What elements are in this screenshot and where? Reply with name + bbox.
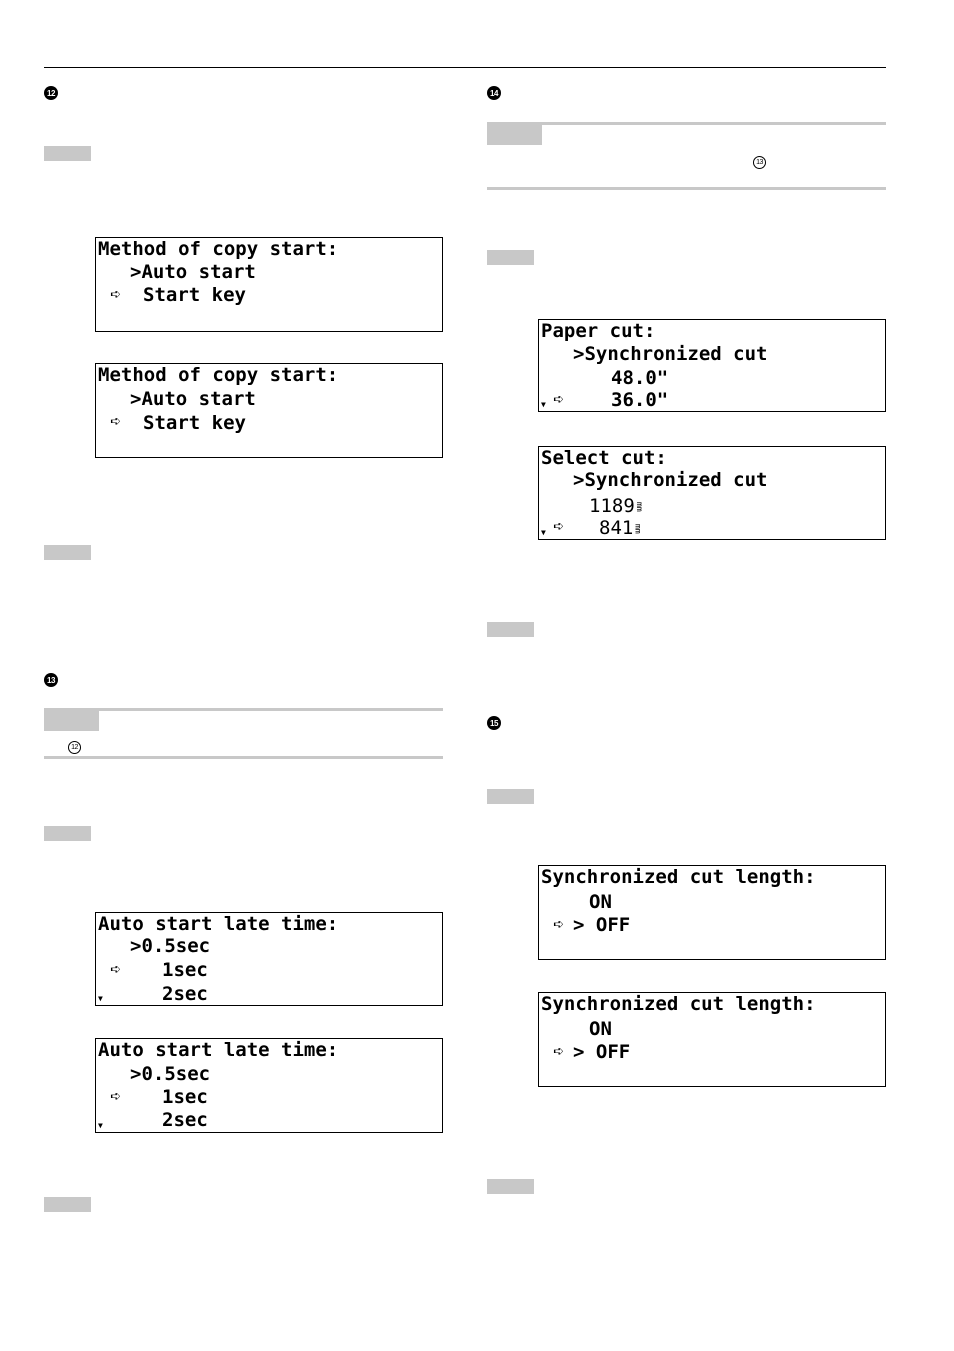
lcd-synchronized-cut-length-1 (538, 865, 886, 960)
lcd-option-start-key: Start key (143, 284, 246, 306)
unit-label: mm (633, 523, 643, 534)
note-tab (44, 146, 91, 161)
step-13-marker: 13 (44, 673, 58, 687)
lcd-option-2sec: 2sec (162, 1109, 208, 1131)
selection-arrow-icon: ➪ (553, 1041, 564, 1062)
note-tab (44, 708, 99, 731)
lcd-title: Select cut: (541, 447, 667, 469)
lcd-option-auto-start: >Auto start (130, 261, 256, 283)
step-12-marker: 12 (44, 86, 58, 100)
note-tab (487, 122, 542, 145)
lcd-option-auto-start: >Auto start (130, 388, 256, 410)
note-tab (44, 826, 91, 841)
note-tab (487, 1179, 534, 1194)
ref-12-marker: 12 (68, 741, 81, 754)
selection-arrow-icon: ➪ (553, 516, 564, 537)
lcd-option-start-key: Start key (143, 412, 246, 434)
selection-arrow-icon: ➪ (553, 914, 564, 935)
lcd-title: Synchronized cut length: (541, 993, 816, 1015)
note-tab (487, 789, 534, 804)
lcd-method-copy-start-2 (95, 363, 443, 458)
selection-arrow-icon: ➪ (110, 284, 121, 305)
note-tab (487, 622, 534, 637)
lcd-option-0-5sec: >0.5sec (130, 935, 211, 957)
lcd-title: Method of copy start: (98, 238, 339, 260)
lcd-option-1189: 1189mm (589, 495, 644, 517)
lcd-option-2sec: 2sec (162, 983, 208, 1005)
header-rule (44, 67, 886, 68)
selection-arrow-icon: ➪ (553, 389, 564, 410)
note-rule-bottom (487, 187, 886, 190)
lcd-auto-start-late-time-1 (95, 912, 443, 1006)
note-rule-top (487, 122, 886, 125)
lcd-synchronized-cut-length-2 (538, 992, 886, 1087)
scroll-down-icon: ▼ (541, 400, 546, 409)
ref-13-marker: 13 (753, 156, 766, 169)
lcd-option-synchronized-cut: >Synchronized cut (573, 343, 768, 365)
lcd-option-36: 36.0" (611, 389, 669, 411)
step-15-marker: 15 (487, 716, 501, 730)
lcd-option-841: 841mm (599, 517, 643, 539)
lcd-select-cut (538, 446, 886, 540)
lcd-title: Paper cut: (541, 320, 656, 342)
scroll-down-icon: ▼ (541, 528, 546, 537)
lcd-title: Synchronized cut length: (541, 866, 816, 888)
lcd-option-1sec: 1sec (162, 959, 208, 981)
step-14-marker: 14 (487, 86, 501, 100)
lcd-auto-start-late-time-2 (95, 1038, 443, 1133)
lcd-title: Auto start late time: (98, 1039, 339, 1061)
lcd-option-0-5sec: >0.5sec (130, 1063, 211, 1085)
lcd-option-48: 48.0" (611, 367, 669, 389)
selection-arrow-icon: ➪ (110, 959, 121, 980)
lcd-option-off: > OFF (573, 914, 631, 936)
selection-arrow-icon: ➪ (110, 411, 121, 432)
note-tab (487, 250, 534, 265)
scroll-down-icon: ▼ (98, 1121, 103, 1130)
selection-arrow-icon: ➪ (110, 1086, 121, 1107)
lcd-option-on: ON (589, 1018, 612, 1040)
lcd-paper-cut (538, 319, 886, 412)
lcd-option-1sec: 1sec (162, 1086, 208, 1108)
lcd-option-off: > OFF (573, 1041, 631, 1063)
note-tab (44, 1197, 91, 1212)
lcd-title: Method of copy start: (98, 364, 339, 386)
note-rule-bottom (44, 756, 443, 759)
lcd-title: Auto start late time: (98, 913, 339, 935)
note-rule-top (44, 708, 443, 711)
note-tab (44, 545, 91, 560)
lcd-method-copy-start-1 (95, 237, 443, 332)
lcd-option-on: ON (589, 891, 612, 913)
scroll-down-icon: ▼ (98, 994, 103, 1003)
unit-label: mm (634, 501, 644, 512)
lcd-option-synchronized-cut: >Synchronized cut (573, 469, 768, 491)
